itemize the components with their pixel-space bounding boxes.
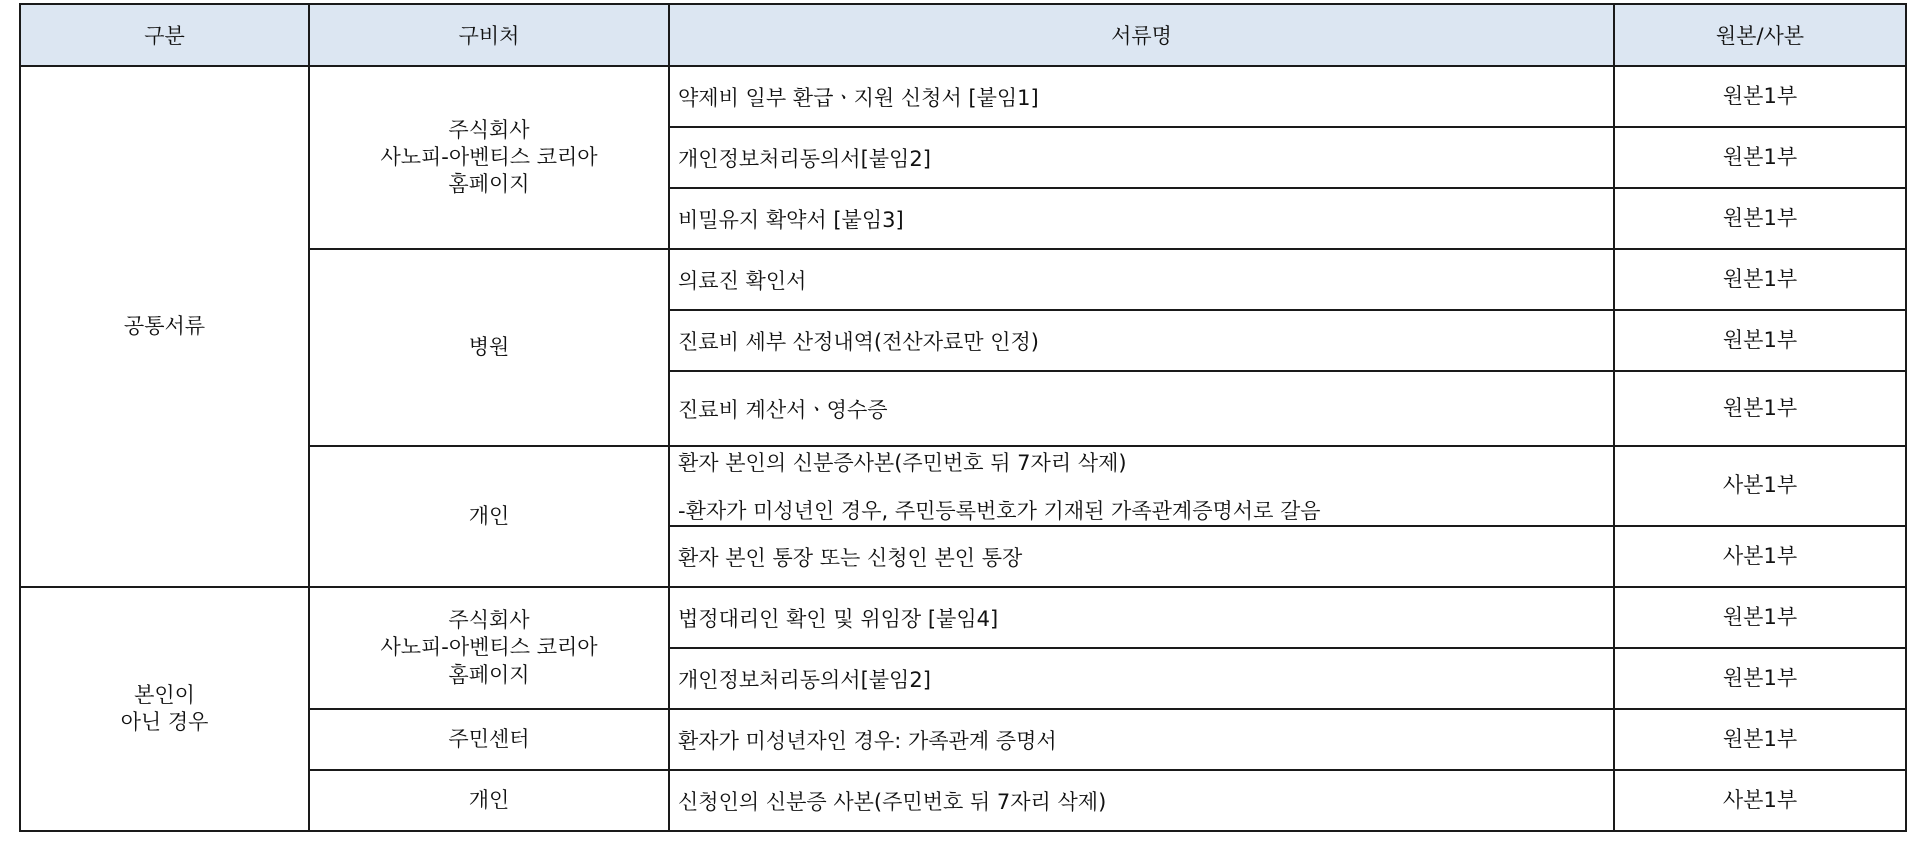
document-cell [669,648,1614,709]
header-source: 구비처 [309,4,669,66]
category-cell [20,587,309,831]
header-category: 구분 [20,4,309,66]
copy-type-cell: 사본1부 [1614,770,1906,831]
source-label: 사노피-아벤티스 코리아 [380,635,598,660]
copy-type-cell: 원본1부 [1614,188,1906,249]
document-note: -환자가 미성년인 경우, 주민등록번호가 기재된 가족관계증명서로 갈음 [678,499,1321,523]
header-copy-type: 원본/사본 [1614,4,1906,66]
document-cell [669,770,1614,831]
document-cell [669,66,1614,127]
document-name: 진료비 세부 산정내역(전산자료만 인정) [678,329,1039,354]
copy-type-cell: 사본1부 [1614,526,1906,587]
source-label: 사노피-아벤티스 코리아 [380,144,598,169]
source-label: 개인 [468,503,510,528]
document-name: 개인정보처리동의서[붙임2] [678,667,931,692]
source-label: 병원 [468,334,510,359]
copy-type-cell: 원본1부 [1614,648,1906,709]
copy-type-cell: 원본1부 [1614,709,1906,770]
source-label: 홈페이지 [448,662,530,687]
header-document: 서류명 [669,4,1614,66]
source-cell [309,587,669,709]
source-label: 주식회사 [448,117,530,142]
document-cell [669,249,1614,310]
source-cell [309,446,669,587]
source-label: 주민센터 [448,726,530,751]
document-requirements-table [19,3,1907,832]
copy-type-cell: 원본1부 [1614,249,1906,310]
source-cell [309,249,669,446]
table-row [20,587,1906,648]
document-name: 환자가 미성년자인 경우: 가족관계 증명서 [678,728,1057,753]
document-cell [669,587,1614,648]
document-cell [669,526,1614,587]
document-cell [669,310,1614,371]
copy-type-cell: 원본1부 [1614,66,1906,127]
source-cell [309,709,669,770]
document-name: 환자 본인 통장 또는 신청인 본인 통장 [678,545,1023,570]
copy-type-cell: 사본1부 [1614,446,1906,526]
document-cell [669,127,1614,188]
copy-type-cell: 원본1부 [1614,310,1906,371]
document-name: 비밀유지 확약서 [붙임3] [678,207,904,232]
document-name: 법정대리인 확인 및 위임장 [붙임4] [678,606,999,631]
copy-type-cell: 원본1부 [1614,371,1906,446]
category-cell [20,66,309,587]
copy-type-cell: 원본1부 [1614,127,1906,188]
copy-type-cell: 원본1부 [1614,587,1906,648]
document-name: 신청인의 신분증 사본(주민번호 뒤 7자리 삭제) [678,789,1107,814]
header-row [20,4,1906,66]
category-label: 아닌 경우 [120,710,209,734]
document-name: 의료진 확인서 [678,268,807,293]
document-name: 진료비 계산서ㆍ영수증 [678,397,888,422]
source-cell [309,66,669,249]
table-row [20,66,1906,127]
source-label: 개인 [468,787,510,812]
document-cell [669,188,1614,249]
document-name: 환자 본인의 신분증사본(주민번호 뒤 7자리 삭제) [678,451,1127,475]
source-label: 주식회사 [448,608,530,633]
source-label: 홈페이지 [448,172,530,197]
document-cell [669,371,1614,446]
source-cell [309,770,669,831]
category-label: 공통서류 [123,313,206,338]
document-name: 약제비 일부 환급ㆍ지원 신청서 [붙임1] [678,85,1039,110]
document-cell [669,446,1614,526]
document-name: 개인정보처리동의서[붙임2] [678,146,931,171]
document-cell [669,709,1614,770]
category-label: 본인이 [134,682,195,707]
